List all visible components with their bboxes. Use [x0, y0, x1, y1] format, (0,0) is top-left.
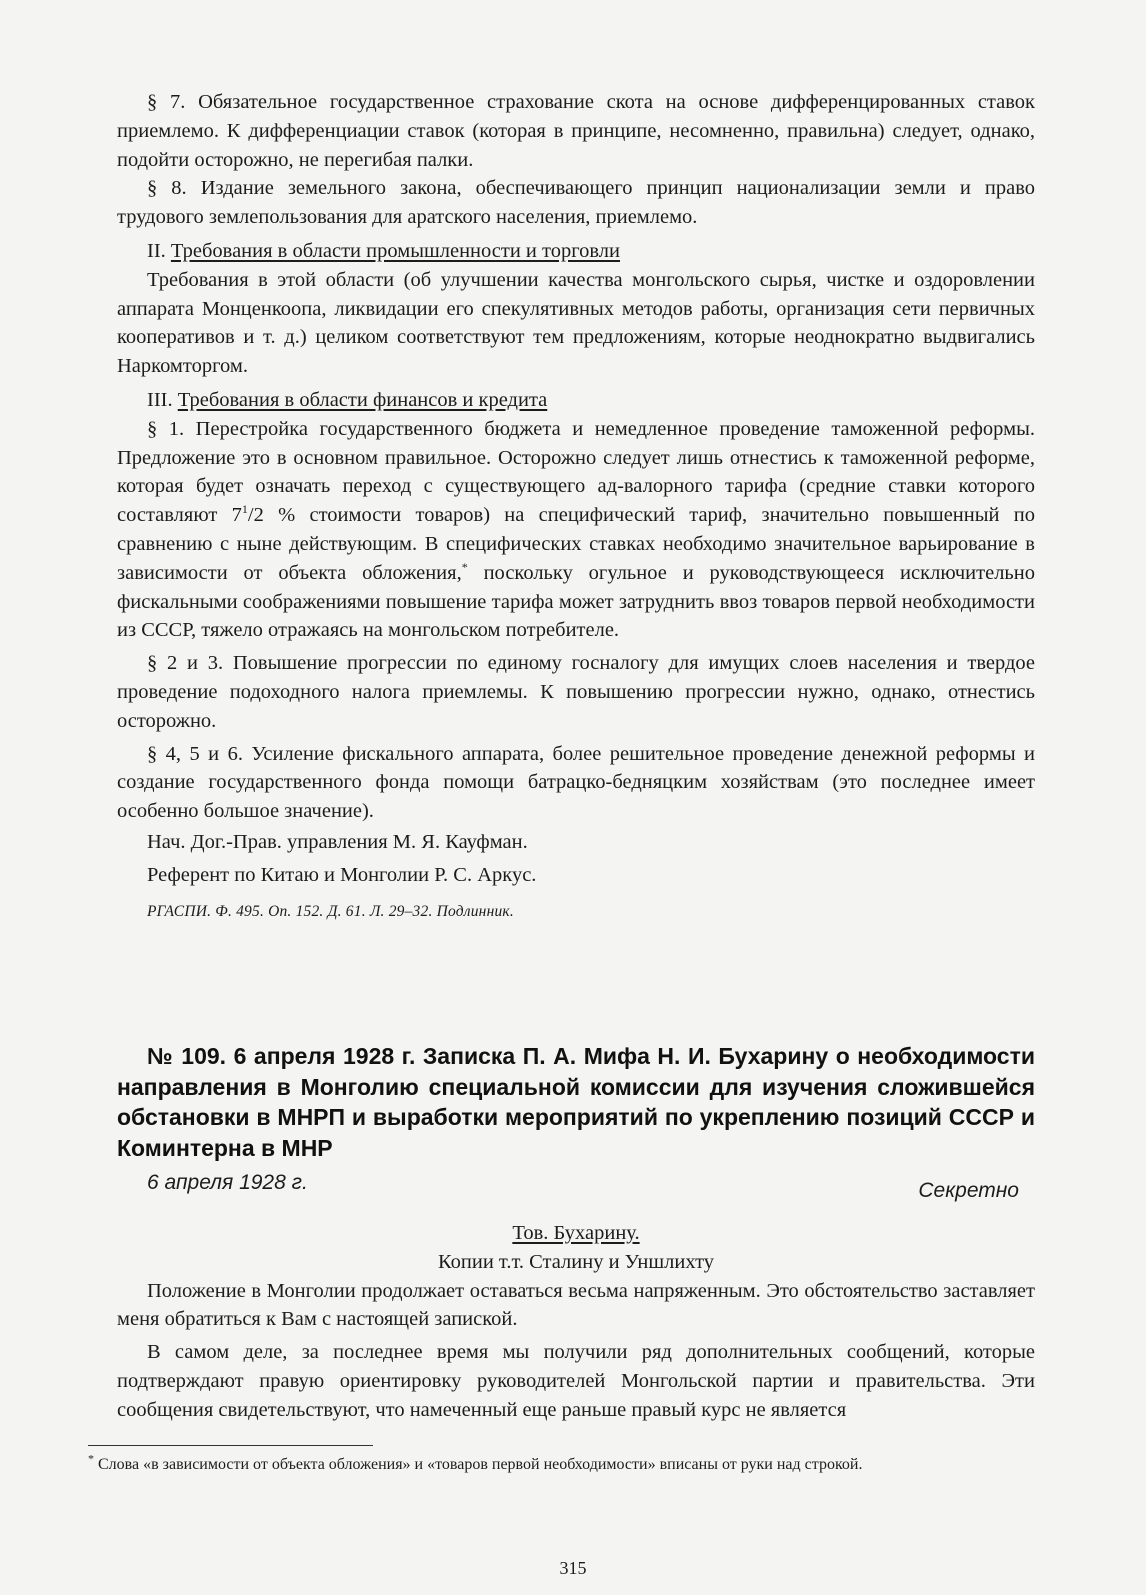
body-paragraph-2: В самом деле, за последнее время мы получили ряд дополнительных сообщений, которые подтверждают правую ориентировку руководителей Монгольской партии и правительства. Эти сообщения свидетельствуют, что намеченный еще раньше правый курс не является [117, 1341, 1035, 1421]
archive-source: РГАСПИ. Ф. 495. Оп. 152. Д. 61. Л. 29–32. Подлинник. [147, 902, 514, 920]
paragraph-1-part-b: % стоимости товаров) на специфический тариф, значительно повышенный по сравнению с ныне действующим. В специфических ставках необходимо значительное варьирование в зависимости от объекта обложения, [117, 504, 1035, 584]
footnote-marker: * [461, 559, 468, 574]
paragraph-4-5-6: § 4, 5 и 6. Усиление фискального аппарата, более решительное проведение денежной реформы и создание государственного фонда помощи батрацко-бедняцким хозяйствам (это последнее имеет особенно большое значение). [117, 742, 1035, 823]
paragraph-7: § 7. Обязательное государственное страхование скота на основе дифференцированных ставок приемлемо. К дифференциации ставок (которая в принципе, несомненно, правильна) следует, однако, подойти осторожно, не перегибая палки. [117, 91, 1035, 171]
signature-1: Нач. Дог.-Прав. управления М. Я. Кауфман. [147, 830, 528, 853]
section-2-title: Требования в области промышленности и торговли [170, 239, 620, 262]
footnote-body: Слова «в зависимости от объекта обложения» и «товаров первой необходимости» вписаны от руки над строкой. [94, 1456, 863, 1473]
footnote-text [88, 1451, 1028, 1475]
section-2-text: Требования в этой области (об улучшении качества монгольского сырья, чистке и оздоровлении аппарата Монценкоопа, ликвидации его спекулятивных методов работы, организация сети первичных кооперативов и т. д.) целиком соответствуют тем предложениям, которые неоднократно выдвигались Наркомторгом. [117, 268, 1035, 378]
document-date: 6 апреля 1928 г. [147, 1171, 308, 1194]
body-paragraph-1: Положение в Монголии продолжает оставаться весьма напряженным. Это обстоятельство заставляет меня обратиться к Вам с настоящей запиской. [117, 1279, 1035, 1331]
section-3-number: III. [147, 388, 173, 411]
footnote-mark: * [88, 1451, 94, 1466]
paragraph-2-3: § 2 и 3. Повышение прогрессии по единому госналогу для имущих слоев населения и твердое проведение подоходного налога приемлемы. К повышению прогрессии нужно, однако, отнестись осторожно. [117, 652, 1035, 732]
paragraph-1-part-c: поскольку огульное и руководствующееся исключительно фискальными соображениями повышение тарифа может затруднить ввоз товаров первой необходимости из СССР, тяжело отражаясь на монгольском потребителе. [117, 561, 1035, 642]
addressee: Тов. Бухарину. [512, 1222, 640, 1244]
section-3-heading [117, 386, 1035, 415]
fraction-numerator: 1 [241, 502, 248, 517]
document-title: № 109. 6 апреля 1928 г. Записка П. А. Мифа Н. И. Бухарину о необходимости направления в Монголию специальной комиссии для изучения сложившейся обстановки в МНРП и выработки мероприятий по укреплению позиций СССР и Коминтерна в МНР [117, 1043, 1035, 1161]
section-2-number: II. [147, 239, 166, 262]
paragraph-1 [117, 415, 1035, 645]
document-109 [117, 1041, 1035, 1425]
paragraph-8: § 8. Издание земельного закона, обеспечивающего принцип национализации земли и право трудового землепользования для аратского населения, приемлемо. [117, 177, 1035, 229]
footnote-divider [88, 1445, 373, 1446]
date-line [117, 1169, 1035, 1213]
paragraph-1-part-a: § 1. Перестройка государственного бюджета и немедленное проведение таможенной реформы. Предложение это в основном правильное. Осторожно следует лишь отнестись к таможенной реформе, которая будет означать переход с существующего ад-валорного тарифа (средние ставки которого составляют 7 [117, 417, 1035, 527]
upper-section [117, 88, 1035, 926]
page-number: 315 [559, 1558, 587, 1578]
copies-line: Копии т.т. Сталину и Уншлихту [437, 1250, 715, 1273]
section-2-heading [117, 237, 1035, 266]
signature-2: Референт по Китаю и Монголии Р. С. Аркус. [147, 863, 537, 886]
fraction-denominator: /2 [247, 504, 264, 527]
secret-label: Секретно [918, 1179, 1019, 1202]
footnote [88, 1451, 1028, 1475]
section-3-title: Требования в области финансов и кредита [177, 388, 548, 411]
